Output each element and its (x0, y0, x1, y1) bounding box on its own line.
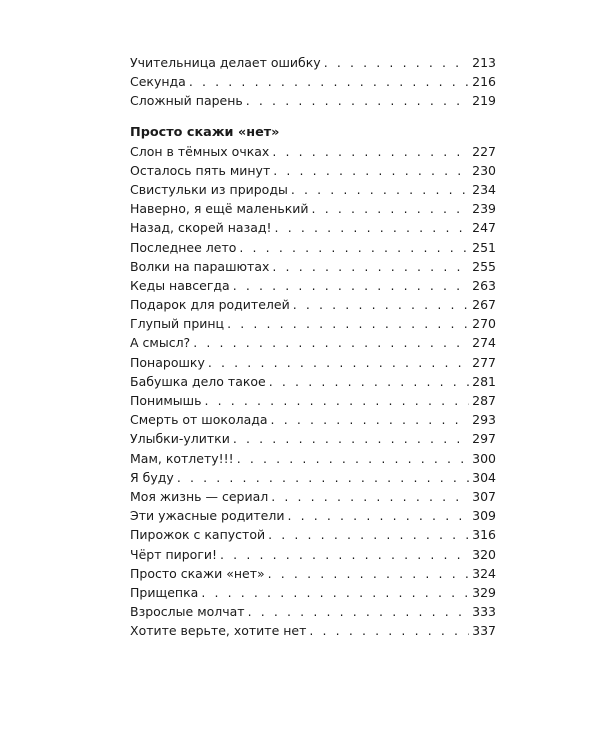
dot-leader (287, 506, 469, 525)
dot-leader (233, 276, 469, 295)
toc-entry (130, 142, 496, 161)
toc-entry-page: 263 (472, 277, 496, 293)
dot-leader (233, 429, 469, 448)
toc-entry-title: Сложный парень (130, 93, 243, 109)
toc-entry-title: Учительница делает ошибку (130, 55, 321, 70)
dot-leader (271, 487, 469, 506)
toc-entry-title: Бабушка дело такое (130, 373, 266, 389)
toc-entry (130, 487, 496, 506)
toc-entry-page: 274 (472, 335, 496, 351)
toc-entry-title: Понимышь (130, 393, 202, 408)
toc-entry-page: 333 (472, 604, 496, 620)
toc-entry (130, 333, 496, 352)
toc-entry-title: Мам, котлету!!! (130, 450, 234, 466)
toc-entry (130, 391, 496, 410)
toc-entry-title: Прищепка (130, 584, 199, 600)
dot-leader (272, 257, 469, 276)
toc-entry-page: 307 (472, 488, 496, 504)
dot-leader (239, 238, 469, 257)
toc-entry-title: Кеды навсегда (130, 277, 230, 293)
toc-entry-title: Понарошку (130, 354, 205, 370)
toc-entry (130, 449, 496, 468)
toc-entry (130, 180, 496, 199)
toc-entry (130, 257, 496, 276)
toc-entry (130, 564, 496, 583)
toc-entry-title: Волки на парашютах (130, 258, 270, 274)
toc-entry-title: Наверно, я ещё маленький (130, 201, 309, 217)
toc-entry (130, 410, 496, 429)
toc-entry-page: 329 (472, 584, 496, 600)
toc-entry (130, 621, 496, 640)
toc-entry (130, 295, 496, 314)
toc-entry-title: Хотите верьте, хотите нет (130, 623, 307, 639)
toc-entry-page: 281 (472, 373, 496, 389)
dot-leader (189, 72, 469, 91)
toc-entry (130, 314, 496, 333)
dot-leader (309, 621, 469, 640)
toc-entry (130, 506, 496, 525)
toc-entry (130, 602, 496, 621)
toc-entry-title: Улыбки-улитки (130, 431, 230, 447)
toc-entry-title: Моя жизнь — сериал (130, 488, 269, 504)
toc-entry (130, 199, 496, 218)
dot-leader (193, 333, 469, 352)
toc-entry-title: Слон в тёмных очках (130, 143, 270, 159)
toc-entry (130, 429, 496, 448)
table-of-contents (130, 53, 496, 640)
toc-entry-title: Пирожок с капустой (130, 527, 266, 543)
toc-entry-page: 337 (472, 623, 496, 639)
toc-entry-page: 297 (472, 431, 496, 447)
toc-entry-page: 255 (472, 258, 496, 274)
toc-entry-title: Назад, скорей назад! (130, 220, 272, 236)
toc-entry-title: Взрослые молчат (130, 604, 245, 620)
toc-entry-title: Чёрт пироги! (130, 546, 218, 562)
toc-entry (130, 218, 496, 237)
toc-entry-page: 287 (472, 393, 496, 408)
toc-entry (130, 276, 496, 295)
toc-entry-page: 234 (472, 181, 496, 197)
toc-entry (130, 238, 496, 257)
toc-entry-page: 277 (472, 354, 496, 370)
toc-entry-page: 247 (472, 220, 496, 236)
toc-entry (130, 545, 496, 564)
toc-entry-page: 219 (472, 93, 496, 109)
toc-entry (130, 583, 496, 602)
toc-entry-page: 270 (472, 316, 496, 332)
dot-leader (248, 602, 470, 621)
toc-entry-page: 230 (472, 162, 496, 178)
toc-entry-page: 251 (472, 239, 496, 255)
toc-entry-title: Смерть от шоколада (130, 412, 268, 428)
dot-leader (237, 449, 469, 468)
toc-entry-title: Просто скажи «нет» (130, 565, 265, 581)
toc-entry (130, 525, 496, 544)
toc-entry (130, 468, 496, 487)
toc-entry (130, 353, 496, 372)
dot-leader (204, 391, 469, 410)
dot-leader (273, 161, 469, 180)
dot-leader (275, 218, 470, 237)
toc-entry-page: 216 (472, 74, 496, 90)
toc-entry-page: 320 (472, 546, 496, 562)
dot-leader (246, 91, 469, 110)
dot-leader (291, 180, 469, 199)
section-toc-list (130, 142, 496, 641)
dot-leader (177, 468, 469, 487)
toc-entry (130, 372, 496, 391)
toc-top-list (130, 53, 496, 111)
toc-entry-page: 293 (472, 412, 496, 428)
dot-leader (324, 53, 469, 72)
dot-leader (220, 545, 469, 564)
toc-entry (130, 161, 496, 180)
toc-entry-title: Глупый принц (130, 316, 225, 332)
toc-entry-page: 213 (472, 55, 496, 70)
toc-entry-page: 324 (472, 565, 496, 581)
dot-leader (208, 353, 469, 372)
toc-entry-page: 300 (472, 450, 496, 466)
dot-leader (268, 564, 470, 583)
toc-entry-title: Секунда (130, 74, 186, 90)
toc-entry-title: Последнее лето (130, 239, 237, 255)
toc-entry (130, 91, 496, 110)
dot-leader (201, 583, 469, 602)
toc-entry-title: Свистульки из природы (130, 181, 288, 197)
toc-entry-page: 227 (472, 143, 496, 159)
toc-entry-page: 267 (472, 297, 496, 313)
toc-entry-page: 309 (472, 508, 496, 524)
toc-entry (130, 72, 496, 91)
toc-entry-page: 316 (472, 527, 496, 543)
toc-entry-title: А смысл? (130, 335, 191, 351)
dot-leader (271, 410, 470, 429)
toc-entry-title: Эти ужасные родители (130, 508, 285, 524)
dot-leader (268, 525, 469, 544)
section-heading: Просто скажи «нет» (130, 124, 280, 140)
dot-leader (269, 372, 469, 391)
dot-leader (293, 295, 469, 314)
toc-entry-page: 304 (472, 469, 496, 485)
toc-entry-title: Подарок для родителей (130, 297, 290, 313)
toc-entry-page: 239 (472, 201, 496, 217)
toc-entry-title: Осталось пять минут (130, 162, 271, 178)
dot-leader (312, 199, 470, 218)
dot-leader (227, 314, 469, 333)
toc-entry (130, 53, 496, 72)
toc-entry-title: Я буду (130, 469, 174, 485)
dot-leader (272, 142, 469, 161)
